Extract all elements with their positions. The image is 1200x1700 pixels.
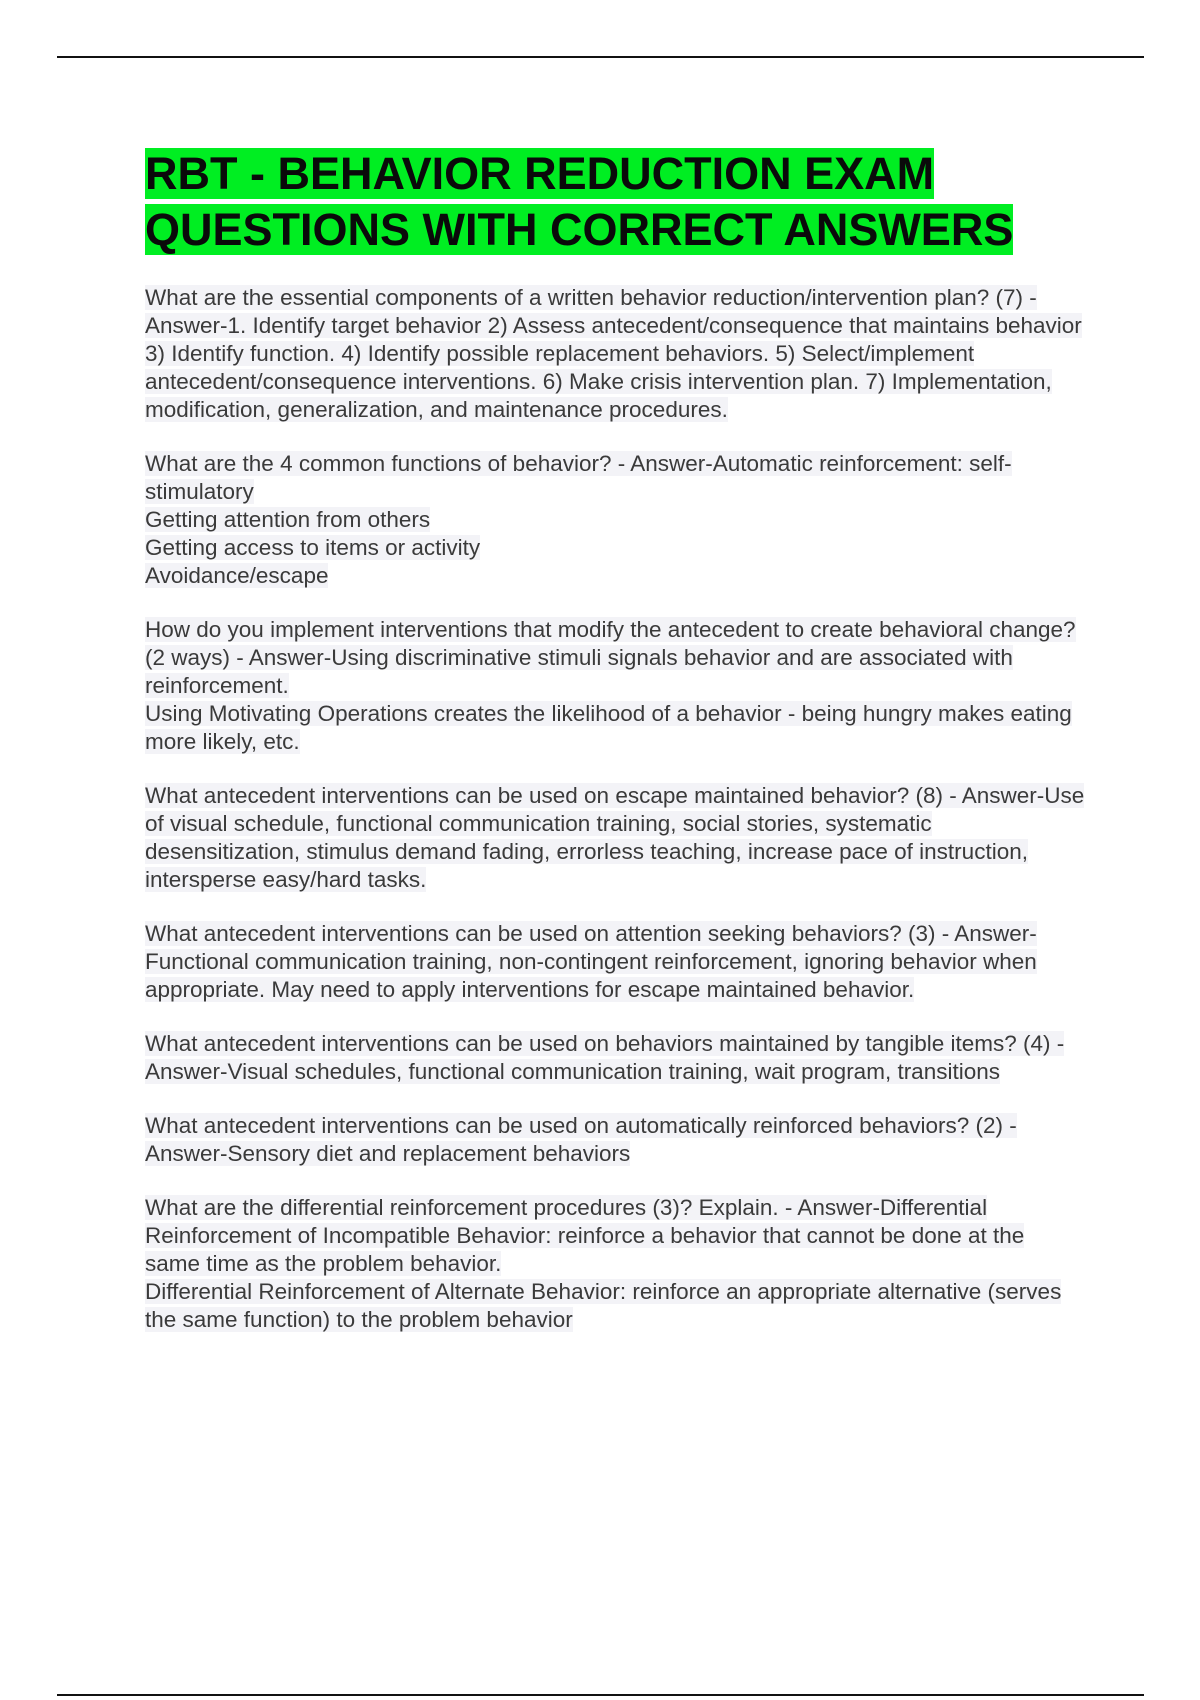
qa-item-4 bbox=[145, 782, 1085, 894]
top-rule bbox=[57, 56, 1144, 58]
title-highlight: RBT - BEHAVIOR REDUCTION EXAM QUESTIONS WITH CORRECT ANSWERS bbox=[145, 148, 1014, 255]
qa-item-8 bbox=[145, 1194, 1085, 1334]
qa-item-2 bbox=[145, 450, 1085, 590]
qa-item-8-line-1: What are the differential reinforcement procedures (3)? Explain. - Answer-Differential Reinforcement of Incompatible Behavior: reinforce a behavior that cannot be done at the same time as the problem behavior. bbox=[145, 1195, 1025, 1276]
qa-item-1-line-1: What are the essential components of a written behavior reduction/intervention plan? (7) - Answer-1. Identify target behavior 2) Assess antecedent/consequence that maintains behavior 3) Identify function. 4) Identify possible replacement behaviors. 5) Select/implement antecedent/consequence interventions. 6) Make crisis intervention plan. 7) Implementation, modification, generalization, and maintenance procedures. bbox=[145, 285, 1082, 422]
qa-item-3-line-1: How do you implement interventions that modify the antecedent to create behavioral change? (2 ways) - Answer-Using discriminative stimuli signals behavior and are associated with reinforcement. bbox=[145, 617, 1076, 698]
qa-item-1 bbox=[145, 284, 1085, 424]
qa-item-7-line-1: What antecedent interventions can be used on automatically reinforced behaviors? (2) - Answer-Sensory diet and replacement behaviors bbox=[145, 1113, 1017, 1166]
document-body bbox=[145, 146, 1085, 1360]
qa-item-6-line-1: What antecedent interventions can be used on behaviors maintained by tangible items? (4) - Answer-Visual schedules, functional communication training, wait program, transitions bbox=[145, 1031, 1065, 1084]
qa-item-3-line-2: Using Motivating Operations creates the likelihood of a behavior - being hungry makes eating more likely, etc. bbox=[145, 701, 1072, 754]
qa-item-6 bbox=[145, 1030, 1085, 1086]
qa-item-2-line-2: Getting attention from others bbox=[145, 507, 431, 532]
qa-item-8-line-2: Differential Reinforcement of Alternate Behavior: reinforce an appropriate alternative (serves the same function) to the problem behavior bbox=[145, 1279, 1062, 1332]
qa-item-2-line-4: Avoidance/escape bbox=[145, 563, 329, 588]
bottom-rule bbox=[57, 1694, 1144, 1696]
qa-item-3 bbox=[145, 616, 1085, 756]
document-title bbox=[145, 146, 1085, 258]
qa-item-4-line-1: What antecedent interventions can be used on escape maintained behavior? (8) - Answer-Use of visual schedule, functional communication training, social stories, systematic desensitization, stimulus demand fading, errorless teaching, increase pace of instruction, intersperse easy/hard tasks. bbox=[145, 783, 1085, 892]
qa-item-5 bbox=[145, 920, 1085, 1004]
qa-item-2-line-3: Getting access to items or activity bbox=[145, 535, 481, 560]
qa-item-7 bbox=[145, 1112, 1085, 1168]
qa-item-2-line-1: What are the 4 common functions of behavior? - Answer-Automatic reinforcement: self-stimulatory bbox=[145, 451, 1012, 504]
qa-item-5-line-1: What antecedent interventions can be used on attention seeking behaviors? (3) - Answer-Functional communication training, non-contingent reinforcement, ignoring behavior when appropriate. May need to apply interventions for escape maintained behavior. bbox=[145, 921, 1037, 1002]
